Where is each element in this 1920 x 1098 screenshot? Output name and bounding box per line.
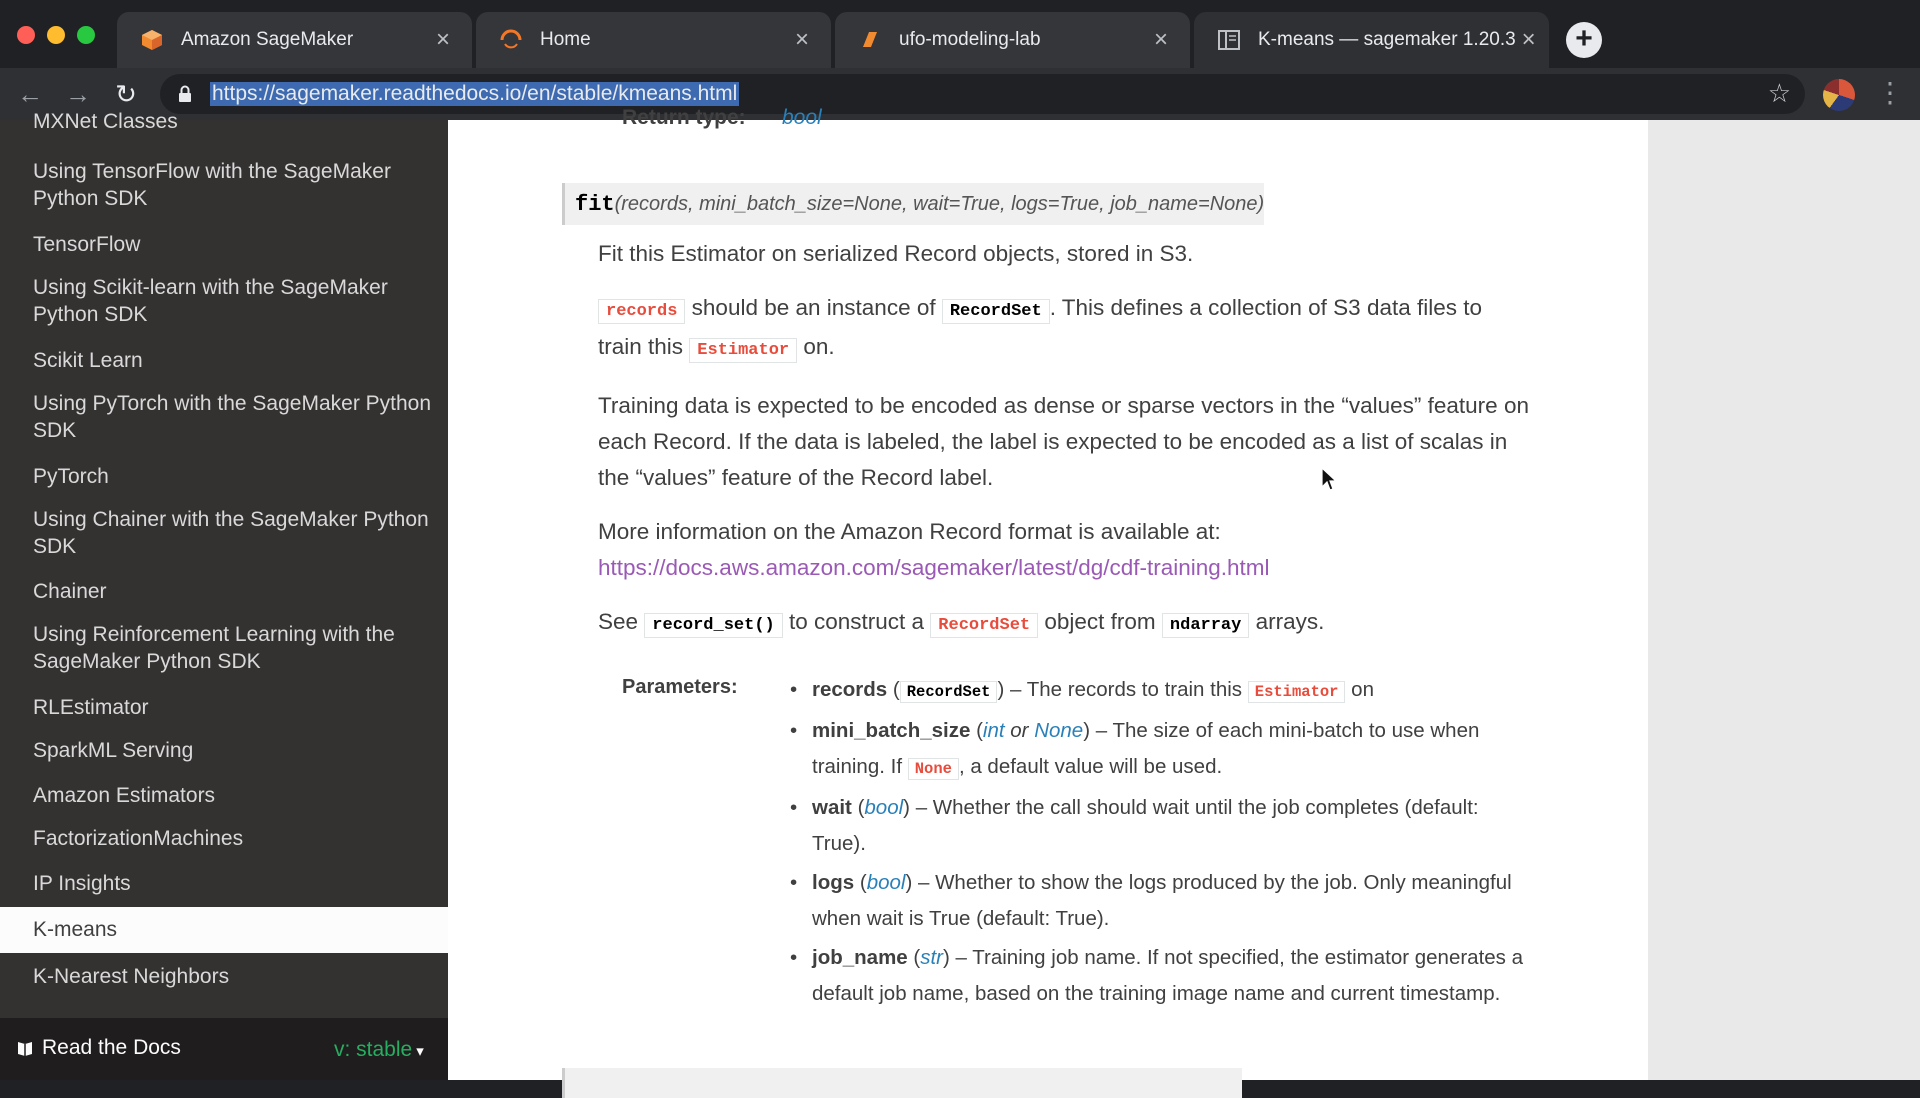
tab-close-icon[interactable]: × xyxy=(1521,26,1536,53)
text: ) – Whether the call should wait until the job completes (default: xyxy=(903,796,1479,819)
text: See xyxy=(598,609,645,634)
type-link[interactable]: int xyxy=(982,719,1005,742)
param-name: mini_batch_size xyxy=(812,719,971,742)
text: , a default value will be used. xyxy=(958,755,1223,778)
record-format-text: More information on the Amazon Record format is available at: xyxy=(598,519,1221,544)
window-zoom-button[interactable] xyxy=(77,26,95,44)
sidebar-item-rlestimator[interactable]: RLEstimator xyxy=(33,696,149,719)
docs-sidebar xyxy=(0,110,448,1080)
training-data-line-2: each Record. If the data is labeled, the label is expected to be encoded as a list of scalas in xyxy=(598,429,1508,454)
text: arrays. xyxy=(1249,609,1325,634)
text: ( xyxy=(854,871,867,894)
sidebar-item-k-nearest-neighbors[interactable]: K-Nearest Neighbors xyxy=(33,965,230,988)
tab-title: ufo-modeling-lab xyxy=(899,29,1041,50)
code-ndarray: ndarray xyxy=(1162,613,1249,638)
text: when wait is True (default: True). xyxy=(812,907,1110,930)
browser-menu-icon[interactable]: ⋮ xyxy=(1876,77,1904,108)
param-name: job_name xyxy=(812,946,908,969)
bookmark-star-icon[interactable]: ☆ xyxy=(1767,78,1791,108)
sidebar-item-amazon-estimators[interactable]: Amazon Estimators xyxy=(33,784,216,807)
param-name: records xyxy=(812,678,888,701)
url-text[interactable]: https://sagemaker.readthedocs.io/en/stable/kmeans.html xyxy=(212,82,738,105)
text: to construct a xyxy=(782,609,931,634)
aws-cube-icon xyxy=(139,27,165,53)
code-recordset: RecordSet xyxy=(942,299,1050,324)
sidebar-item-factorization-machines[interactable]: FactorizationMachines xyxy=(33,827,244,850)
record-format-link[interactable]: https://docs.aws.amazon.com/sagemaker/latest/dg/cdf-training.html xyxy=(598,555,1270,580)
sidebar-item-scikit-learn[interactable]: Scikit Learn xyxy=(33,349,143,372)
mouse-cursor-icon xyxy=(1321,467,1337,498)
param-wait xyxy=(812,790,1572,862)
text: should be an instance of xyxy=(685,295,942,320)
text: ( xyxy=(851,796,865,819)
method-params: (records, mini_batch_size=None, wait=True, logs=True, job_name=None) xyxy=(614,192,1265,215)
text: training. If xyxy=(812,755,908,778)
tab-title: Home xyxy=(540,29,591,50)
sidebar-item-pytorch[interactable]: PyTorch xyxy=(33,465,109,488)
sidebar-item-using-reinforcement-learning[interactable]: Using Reinforcement Learning with the SageMaker Python SDK xyxy=(33,623,395,673)
read-the-docs-footer[interactable] xyxy=(0,1018,448,1080)
next-method-signature xyxy=(562,1068,1242,1098)
record-set-hint xyxy=(598,604,1324,644)
notebook-icon xyxy=(857,27,883,53)
text: ( xyxy=(887,678,900,701)
version-label: v: stable xyxy=(334,1038,413,1061)
reload-button[interactable]: ↻ xyxy=(115,79,137,109)
tab-title: K-means — sagemaker 1.20.3 xyxy=(1258,29,1516,50)
records-description-cont xyxy=(598,329,835,369)
forward-button[interactable]: → xyxy=(65,79,91,109)
version-selector[interactable] xyxy=(334,1038,424,1062)
text: on xyxy=(1345,678,1374,701)
text: or xyxy=(1004,719,1035,742)
parameters-list xyxy=(812,672,1572,1015)
tab-ufo-modeling-lab[interactable] xyxy=(835,12,1190,68)
sidebar-item-kmeans[interactable]: K-means xyxy=(0,907,448,953)
window-minimize-button[interactable] xyxy=(47,26,65,44)
method-name: fit xyxy=(575,191,615,217)
text: True). xyxy=(812,832,866,855)
tab-amazon-sagemaker[interactable] xyxy=(117,12,472,68)
text: on. xyxy=(797,334,835,359)
type-link[interactable]: str xyxy=(920,946,944,969)
tab-home[interactable] xyxy=(476,12,831,68)
text: ) – The size of each mini-batch to use when xyxy=(1083,719,1480,742)
code-estimator: Estimator xyxy=(1248,681,1346,703)
new-tab-button[interactable]: + xyxy=(1566,22,1602,58)
param-records xyxy=(812,672,1572,710)
training-data-line-1: Training data is expected to be encoded as dense or sparse vectors in the “values” feature on xyxy=(598,393,1529,418)
sidebar-item-using-chainer[interactable]: Using Chainer with the SageMaker Python SDK xyxy=(33,508,429,558)
text: ) – Training job name. If not specified, the estimator generates a xyxy=(943,946,1524,969)
param-mini-batch-size xyxy=(812,713,1572,787)
param-logs xyxy=(812,865,1572,937)
code-recordset: RecordSet xyxy=(930,613,1038,638)
param-job-name xyxy=(812,940,1572,1012)
return-type-label: Return type: xyxy=(622,106,746,129)
text: ( xyxy=(970,719,983,742)
sidebar-item-chainer[interactable]: Chainer xyxy=(33,580,107,603)
doc-icon xyxy=(1216,27,1242,53)
sidebar-item-using-pytorch[interactable]: Using PyTorch with the SageMaker Python SDK xyxy=(33,392,432,442)
tab-title: Amazon SageMaker xyxy=(181,29,354,50)
book-icon xyxy=(16,1039,34,1062)
sidebar-item-ip-insights[interactable]: IP Insights xyxy=(33,872,131,895)
records-description xyxy=(598,290,1482,330)
back-button[interactable]: ← xyxy=(17,79,43,109)
jupyter-icon xyxy=(498,27,524,53)
code-recordset: RecordSet xyxy=(900,681,998,703)
training-data-line-3: the “values” feature of the Record label. xyxy=(598,465,994,490)
caret-down-icon: ▾ xyxy=(416,1043,424,1060)
sidebar-item-using-tensorflow[interactable]: Using TensorFlow with the SageMaker Python SDK xyxy=(33,160,391,210)
text: ) – Whether to show the logs produced by the job. Only meaningful xyxy=(905,871,1512,894)
sidebar-item-mxnet-classes[interactable]: MXNet Classes xyxy=(33,110,178,133)
lock-icon xyxy=(178,85,192,108)
tab-close-icon[interactable]: × xyxy=(794,26,809,53)
param-name: wait xyxy=(812,796,852,819)
type-link[interactable]: bool xyxy=(866,871,906,894)
text: . This defines a collection of S3 data files to xyxy=(1049,295,1483,320)
sidebar-item-tensorflow[interactable]: TensorFlow xyxy=(33,233,141,256)
text: train this xyxy=(598,334,690,359)
text: ) – The records to train this xyxy=(997,678,1248,701)
return-type-value[interactable]: bool xyxy=(782,106,822,129)
window-close-button[interactable] xyxy=(17,26,35,44)
type-link[interactable]: bool xyxy=(864,796,904,819)
type-link[interactable]: None xyxy=(1034,719,1084,742)
sidebar-item-using-scikit-learn[interactable]: Using Scikit-learn with the SageMaker Python SDK xyxy=(33,276,388,326)
text: default job name, based on the training image name and current timestamp. xyxy=(812,982,1501,1005)
text: object from xyxy=(1038,609,1162,634)
code-estimator: Estimator xyxy=(689,338,797,363)
tab-close-icon[interactable]: × xyxy=(435,26,450,53)
fit-method-signature xyxy=(562,183,1264,225)
profile-avatar[interactable] xyxy=(1823,79,1855,111)
param-name: logs xyxy=(812,871,855,894)
read-the-docs-label: Read the Docs xyxy=(42,1036,181,1059)
main-content xyxy=(448,106,1648,1080)
code-none: None xyxy=(908,758,959,780)
sidebar-item-sparkml-serving[interactable]: SparkML Serving xyxy=(33,739,194,762)
tab-close-icon[interactable]: × xyxy=(1153,26,1168,53)
code-records: records xyxy=(598,299,685,324)
tab-kmeans[interactable] xyxy=(1194,12,1549,68)
content-right-gutter xyxy=(1648,120,1920,1080)
parameters-label: Parameters: xyxy=(622,676,738,698)
text: ( xyxy=(907,946,921,969)
code-record-set-link[interactable]: record_set() xyxy=(644,613,782,638)
fit-summary: Fit this Estimator on serialized Record objects, stored in S3. xyxy=(598,241,1194,266)
